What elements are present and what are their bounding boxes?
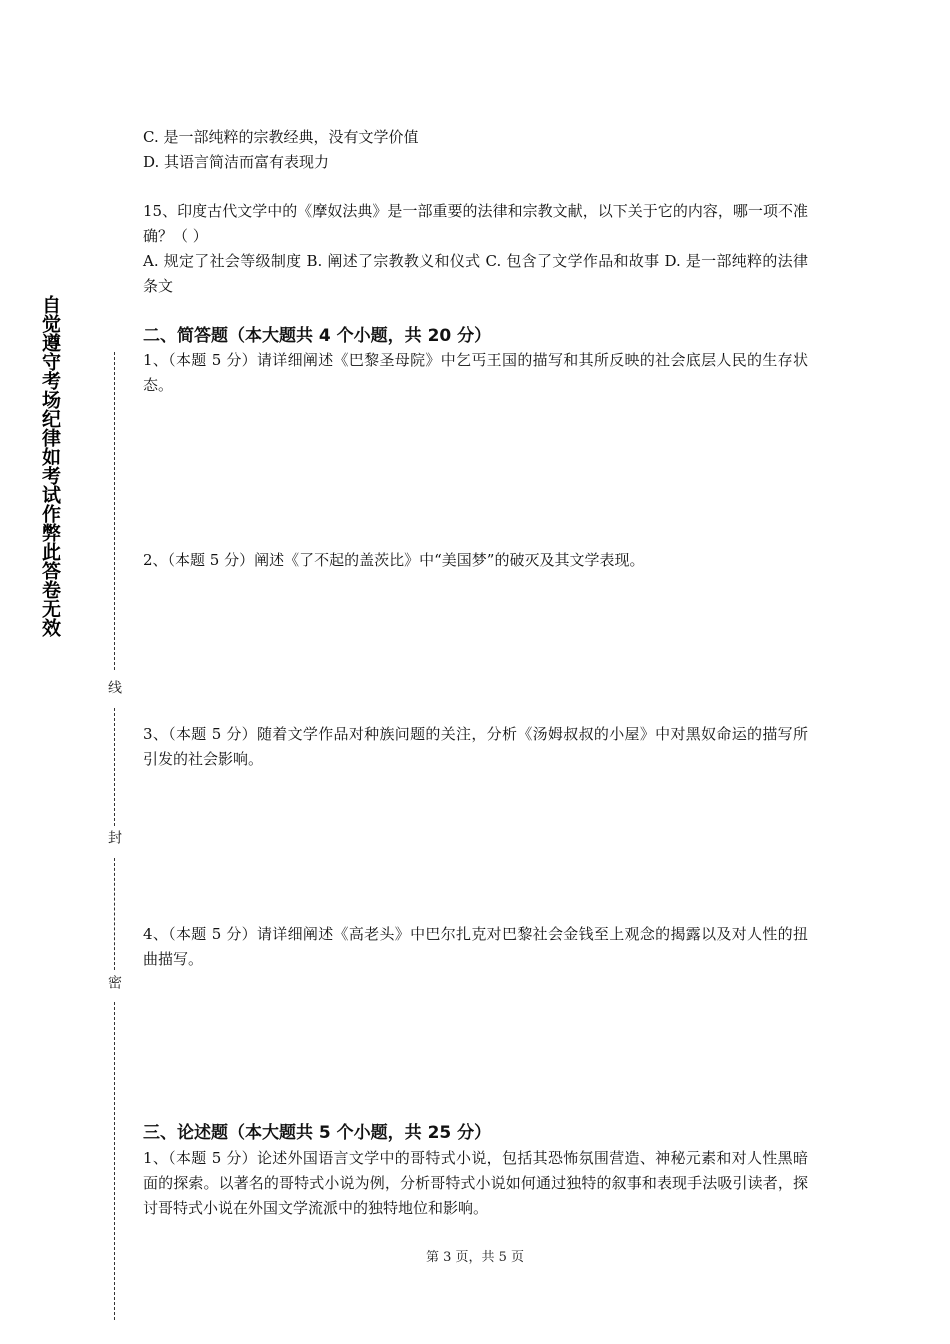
margin-warning-text: 自觉遵守考场纪律如考试作弊此答卷无效 xyxy=(39,295,61,637)
essay-question-1: 1、（本题 5 分）论述外国语言文学中的哥特式小说，包括其恐怖氛围营造、神秘元素和对人性黑暗面的探索。以著名的哥特式小说为例，分析哥特式小说如何通过独特的叙事和表现手法吸引读者，探讨哥特式小说在外国文学流派中的独特地位和影响。 xyxy=(143,1149,808,1217)
short-answer-question-1: 1、（本题 5 分）请详细阐述《巴黎圣母院》中乞丐王国的描写和其所反映的社会底层人民的生存状态。 xyxy=(143,351,808,394)
seal-label-line: 线 xyxy=(106,680,122,694)
page-number: 第 3 页，共 5 页 xyxy=(425,1250,525,1265)
seal-dashed-line xyxy=(114,352,115,670)
question-15-options: A. 规定了社会等级制度 B. 阐述了宗教教义和仪式 C. 包含了文学作品和故事 D. 是一部纯粹的法律条文 xyxy=(143,252,808,295)
seal-dashed-line xyxy=(114,858,115,970)
question-15-stem: 15、印度古代文学中的《摩奴法典》是一部重要的法律和宗教文献，以下关于它的内容，哪一项不准确？（ ） xyxy=(143,202,808,245)
short-answer-question-3: 3、（本题 5 分）随着文学作品对种族问题的关注，分析《汤姆叔叔的小屋》中对黑奴命运的描写所引发的社会影响。 xyxy=(143,725,808,768)
section-3-title: 三、论述题（本大题共 5 个小题，共 25 分） xyxy=(143,1123,492,1143)
option-c: C. 是一部纯粹的宗教经典，没有文学价值 xyxy=(143,128,419,146)
short-answer-question-2: 2、（本题 5 分）阐述《了不起的盖茨比》中“美国梦”的破灭及其文学表现。 xyxy=(143,551,645,569)
option-d: D. 其语言简洁而富有表现力 xyxy=(143,153,330,171)
seal-label-secret: 密 xyxy=(106,975,122,989)
seal-dashed-line xyxy=(114,1002,115,1320)
short-answer-question-4: 4、（本题 5 分）请详细阐述《高老头》中巴尔扎克对巴黎社会金钱至上观念的揭露以及对人性的扭曲描写。 xyxy=(143,925,808,968)
seal-dashed-line xyxy=(114,708,115,826)
section-2-title: 二、简答题（本大题共 4 个小题，共 20 分） xyxy=(143,326,492,346)
seal-label-seal: 封 xyxy=(106,830,122,844)
